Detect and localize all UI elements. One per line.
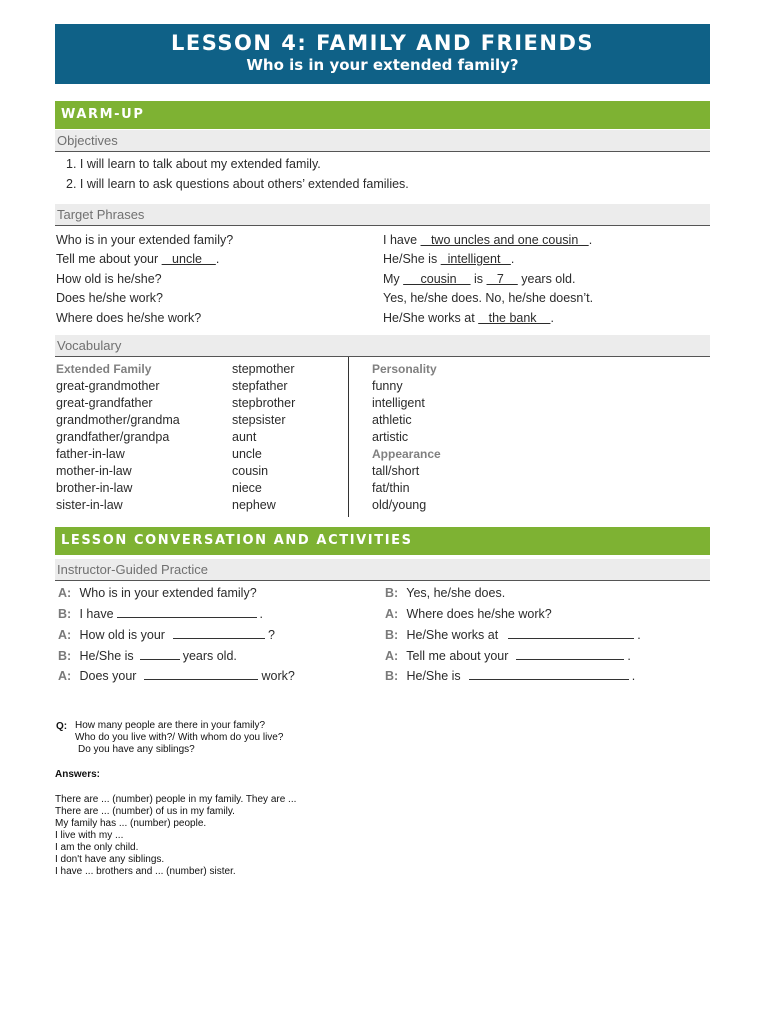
speaker-label: B: [385, 586, 399, 600]
vocab-word: stepmother [232, 362, 295, 376]
question-line: Who do you live with?/ With whom do you live? [75, 732, 284, 743]
practice-heading: Instructor-Guided Practice [55, 559, 710, 581]
speaker-label: B: [385, 669, 399, 683]
vocab-word: tall/short [372, 464, 420, 478]
dialogue-text: Who is in your extended family? [79, 586, 257, 600]
dialogue-post: . [637, 628, 641, 642]
phrase-fill: uncle [161, 252, 216, 266]
phrase-right [383, 251, 514, 267]
question-line: How many people are there in your family? [75, 720, 266, 731]
answer-line: There are ... (number) people in my family. They are ... [55, 794, 297, 805]
phrase-fill: two uncles and one cousin [420, 233, 589, 247]
lesson-banner [55, 24, 710, 84]
dialogue-line [385, 648, 631, 664]
conversation-heading: LESSON CONVERSATION AND ACTIVITIES [55, 527, 710, 555]
vocab-col-1 [56, 361, 180, 514]
phrase-text: My [383, 272, 404, 286]
dialogue-text: Where does he/she work? [406, 607, 552, 621]
phrase-left [56, 251, 219, 267]
answer-line: I am the only child. [55, 842, 139, 853]
vocab-word: stepbrother [232, 396, 296, 410]
answer-line: I don't have any siblings. [55, 854, 165, 865]
phrase-period: . [550, 311, 554, 325]
vocab-word: old/young [372, 498, 427, 512]
dialogue-line [58, 648, 237, 664]
dialogue-text: Does your [79, 669, 137, 683]
warmup-heading: WARM-UP [55, 101, 710, 129]
vocab-word: father-in-law [56, 447, 125, 461]
speaker-label: A: [58, 669, 72, 683]
phrase-fill: intelligent [440, 252, 511, 266]
dialogue-post: years old. [182, 649, 237, 663]
vocab-word: aunt [232, 430, 257, 444]
dialogue-post: . [631, 669, 636, 683]
phrase-text: He/She works at [383, 311, 479, 325]
question-line: Do you have any siblings? [78, 744, 195, 755]
dialogue-line [58, 585, 257, 601]
vocab-word: cousin [232, 464, 269, 478]
phrase-fill: cousin [403, 272, 471, 286]
phrase-right [383, 310, 554, 326]
vocab-word: mother-in-law [56, 464, 132, 478]
vocab-word: stepfather [232, 379, 288, 393]
dialogue-post: . [259, 607, 264, 621]
lesson-subtitle: Who is in your extended family? [246, 56, 519, 74]
vocab-word: intelligent [372, 396, 425, 410]
dialogue-text: Tell me about your [406, 649, 509, 663]
speaker-label: B: [385, 628, 399, 642]
dialogue-line [385, 606, 552, 622]
phrase-right: Yes, he/she does. No, he/she doesn’t. [383, 291, 594, 305]
answer-blank[interactable] [173, 627, 265, 639]
personality-label: Personality [372, 362, 437, 376]
phrase-text: is [470, 272, 487, 286]
vocab-word: funny [372, 379, 403, 393]
dialogue-text: He/She is [406, 669, 461, 683]
vocab-word: stepsister [232, 413, 286, 427]
answer-blank[interactable] [144, 668, 258, 680]
phrase-right [383, 271, 575, 287]
phrase-period: . [215, 252, 220, 266]
dialogue-post: ? [267, 628, 275, 642]
dialogue-line [385, 627, 641, 643]
vocab-word: athletic [372, 413, 412, 427]
question-label: Q: [56, 721, 68, 732]
phrase-right [383, 232, 592, 248]
answer-line: I live with my ... [55, 830, 124, 841]
vocab-word: niece [232, 481, 262, 495]
dialogue-line [385, 668, 635, 684]
answer-line: There are ... (number) of us in my family. [55, 806, 235, 817]
answer-blank[interactable] [508, 627, 634, 639]
phrase-text: I have [383, 233, 421, 247]
answers-label: Answers: [55, 769, 101, 780]
phrase-fill: 7 [486, 272, 518, 286]
speaker-label: A: [58, 586, 72, 600]
dialogue-line [58, 606, 263, 622]
phrase-period: . [588, 233, 593, 247]
speaker-label: B: [58, 607, 72, 621]
vocab-word: sister-in-law [56, 498, 123, 512]
dialogue-text: How old is your [79, 628, 165, 642]
speaker-label: A: [385, 649, 399, 663]
vocab-word: brother-in-law [56, 481, 133, 495]
vocab-word: artistic [372, 430, 409, 444]
vocabulary-divider [348, 357, 349, 517]
answer-blank[interactable] [140, 648, 180, 660]
vocab-word: great-grandmother [56, 379, 160, 393]
phrase-left: Does he/she work? [56, 291, 164, 305]
phrase-text: Tell me about your [56, 252, 159, 266]
dialogue-text: Yes, he/she does. [406, 586, 506, 600]
vocab-word: great-grandfather [56, 396, 153, 410]
answers-list [55, 794, 296, 878]
speaker-label: A: [58, 628, 72, 642]
dialogue-post: . [627, 649, 631, 663]
lesson-title: LESSON 4: FAMILY AND FRIENDS [171, 31, 594, 55]
vocab-col-3 [372, 361, 441, 514]
vocab-word: grandfather/grandpa [56, 430, 170, 444]
answer-blank[interactable] [117, 606, 257, 618]
dialogue-line [385, 585, 505, 601]
phrase-period: . [510, 252, 515, 266]
phrase-left: How old is he/she? [56, 272, 162, 286]
vocab-word: nephew [232, 498, 276, 512]
dialogue-text: He/She is [79, 649, 134, 663]
vocab-word: uncle [232, 447, 262, 461]
phrase-left: Where does he/she work? [56, 311, 202, 325]
answer-blank[interactable] [469, 668, 629, 680]
vocabulary-heading: Vocabulary [55, 335, 710, 357]
answer-blank[interactable] [516, 648, 624, 660]
phrase-text: years old. [517, 272, 576, 286]
extended-family-label: Extended Family [56, 362, 152, 376]
answer-line: I have ... brothers and ... (number) sister. [55, 866, 236, 877]
target-phrases-heading: Target Phrases [55, 204, 710, 226]
dialogue-text: He/She works at [406, 628, 499, 642]
phrase-left: Who is in your extended family? [56, 233, 234, 247]
speaker-label: B: [58, 649, 72, 663]
vocab-col-2 [232, 361, 295, 514]
objectives-heading: Objectives [55, 130, 710, 152]
vocab-word: fat/thin [372, 481, 410, 495]
appearance-label: Appearance [372, 447, 441, 461]
objective-item: 1. I will learn to talk about my extended family. [66, 157, 321, 171]
objective-item: 2. I will learn to ask questions about others’ extended families. [66, 177, 409, 191]
dialogue-line [58, 668, 295, 684]
vocab-word: grandmother/grandma [56, 413, 180, 427]
phrase-text: He/She is [383, 252, 441, 266]
dialogue-line [58, 627, 275, 643]
dialogue-text: I have [79, 607, 114, 621]
phrase-fill: the bank [478, 311, 551, 325]
answer-line: My family has ... (number) people. [55, 818, 207, 829]
speaker-label: A: [385, 607, 399, 621]
dialogue-post: work? [261, 669, 295, 683]
